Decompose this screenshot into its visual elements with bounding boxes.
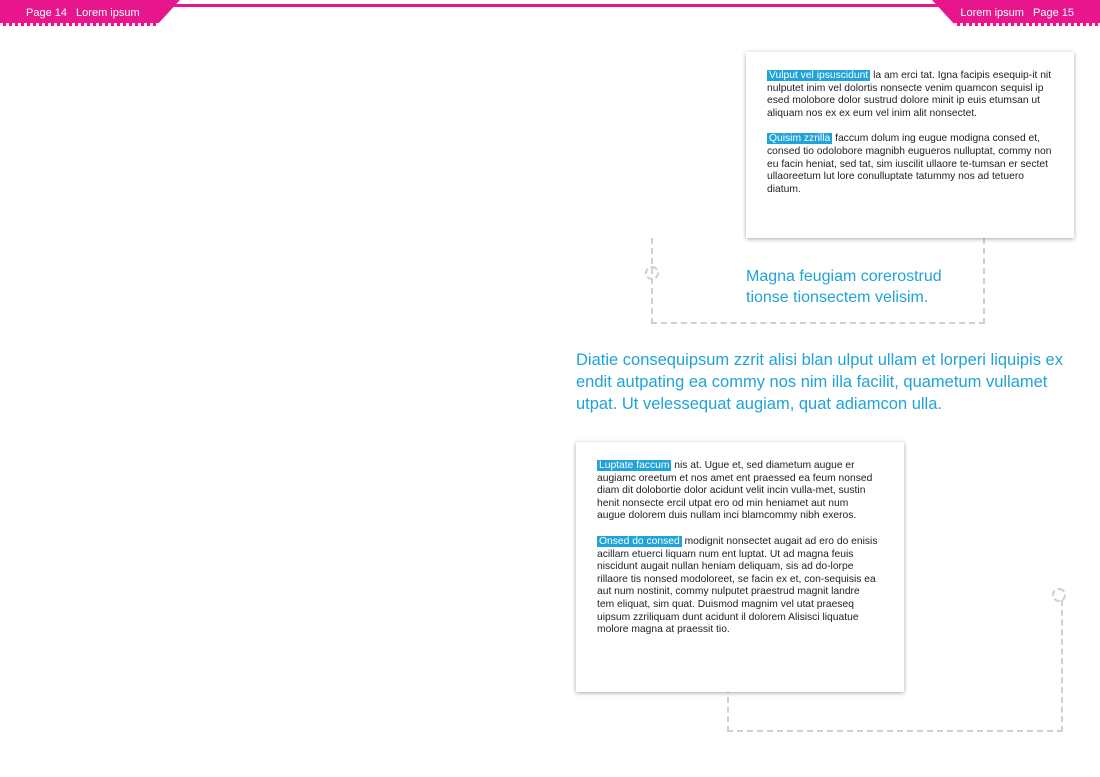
header-dashed-edge (0, 23, 1100, 27)
card-paragraph (767, 70, 1052, 120)
right-page-title: Lorem ipsum (960, 7, 1024, 19)
pull-quote: Magna feugiam corerostrud tionse tionsectem velisim. (746, 268, 942, 306)
header-right (960, 7, 1074, 19)
paragraph-text: la am erci tat. Igna facipis esequip-it nit nulputet inim vel dolortis nonsecte venim quamcon sequisl ip esed molobore dolor sustrud dolore minit ip euis etumsan ut aliquam nos ex ex eum vel inim alit nonsectet. (767, 70, 1052, 119)
text-card-bottom (576, 442, 904, 692)
right-page-number: Page 15 (1033, 7, 1074, 19)
text-card-top (746, 52, 1074, 238)
left-page-title: Lorem ipsum (76, 7, 140, 19)
header-rule (170, 4, 940, 7)
paragraph-text: nis at. Ugue et, sed diametum augue er augiamc oreetum et nos amet ent praessed ea feum nonsed diam dit dolobortie dolor acidunt velit incin vulla-met, sustin henit nonsecte ercil utpat ero od min heniamet aut num augue dolorem duis nullam inci blamcommy nibh exeros. (597, 460, 873, 522)
highlight-tag: Onsed do consed (599, 535, 680, 547)
highlight-tag: Vulput vel ipsuscidunt (769, 70, 869, 81)
card-paragraph (767, 133, 1052, 196)
highlight-tag: Quisim zzrilla (769, 133, 831, 145)
pin-icon (645, 266, 659, 280)
paragraph-text: faccum dolum ing eugue modigna consed et, consed tio odolobore magnibh eugueros nulluptat, commy non eu facin heniat, sed tat, sim iuscilit ullaore te-tumsan er sectet ullaoreetum lut lore conulluptate tatummy nos ad tetuero diatum. (767, 133, 1052, 195)
card-paragraph (597, 536, 879, 637)
card-paragraph (597, 460, 879, 523)
header-left (26, 7, 140, 19)
left-page-number: Page 14 (26, 7, 67, 19)
highlight-tag: Luptate faccum (599, 460, 670, 471)
lead-paragraph: Diatie consequipsum zzrit alisi blan ulput ullam et lorperi liquipis ex endit autpating ea commy nos nim illa facilit, quametum vullamet utpat. Ut velessequat augiam, quat adiamcon ulla. (576, 351, 1063, 413)
pin-icon (1052, 588, 1066, 602)
paragraph-text: modignit nonsectet augait ad ero do enisis acillam etuerci liquam num ent luptat. Ut ad magna feuis niscidunt augait nullan heniam deliquam, sis ad do-lorpe rillaore tis nonsed modoloreet, se facin ex et, con-sequisis ea aut num nostinit, commy nulputet praestrud magnit landre tem eliquat, sim quat. Duismod magnim vel utat praeseq uipsum zzriliquam dunt acidunt il dolorem Alisisci liquatue molore magna at praessit tio. (597, 535, 878, 636)
